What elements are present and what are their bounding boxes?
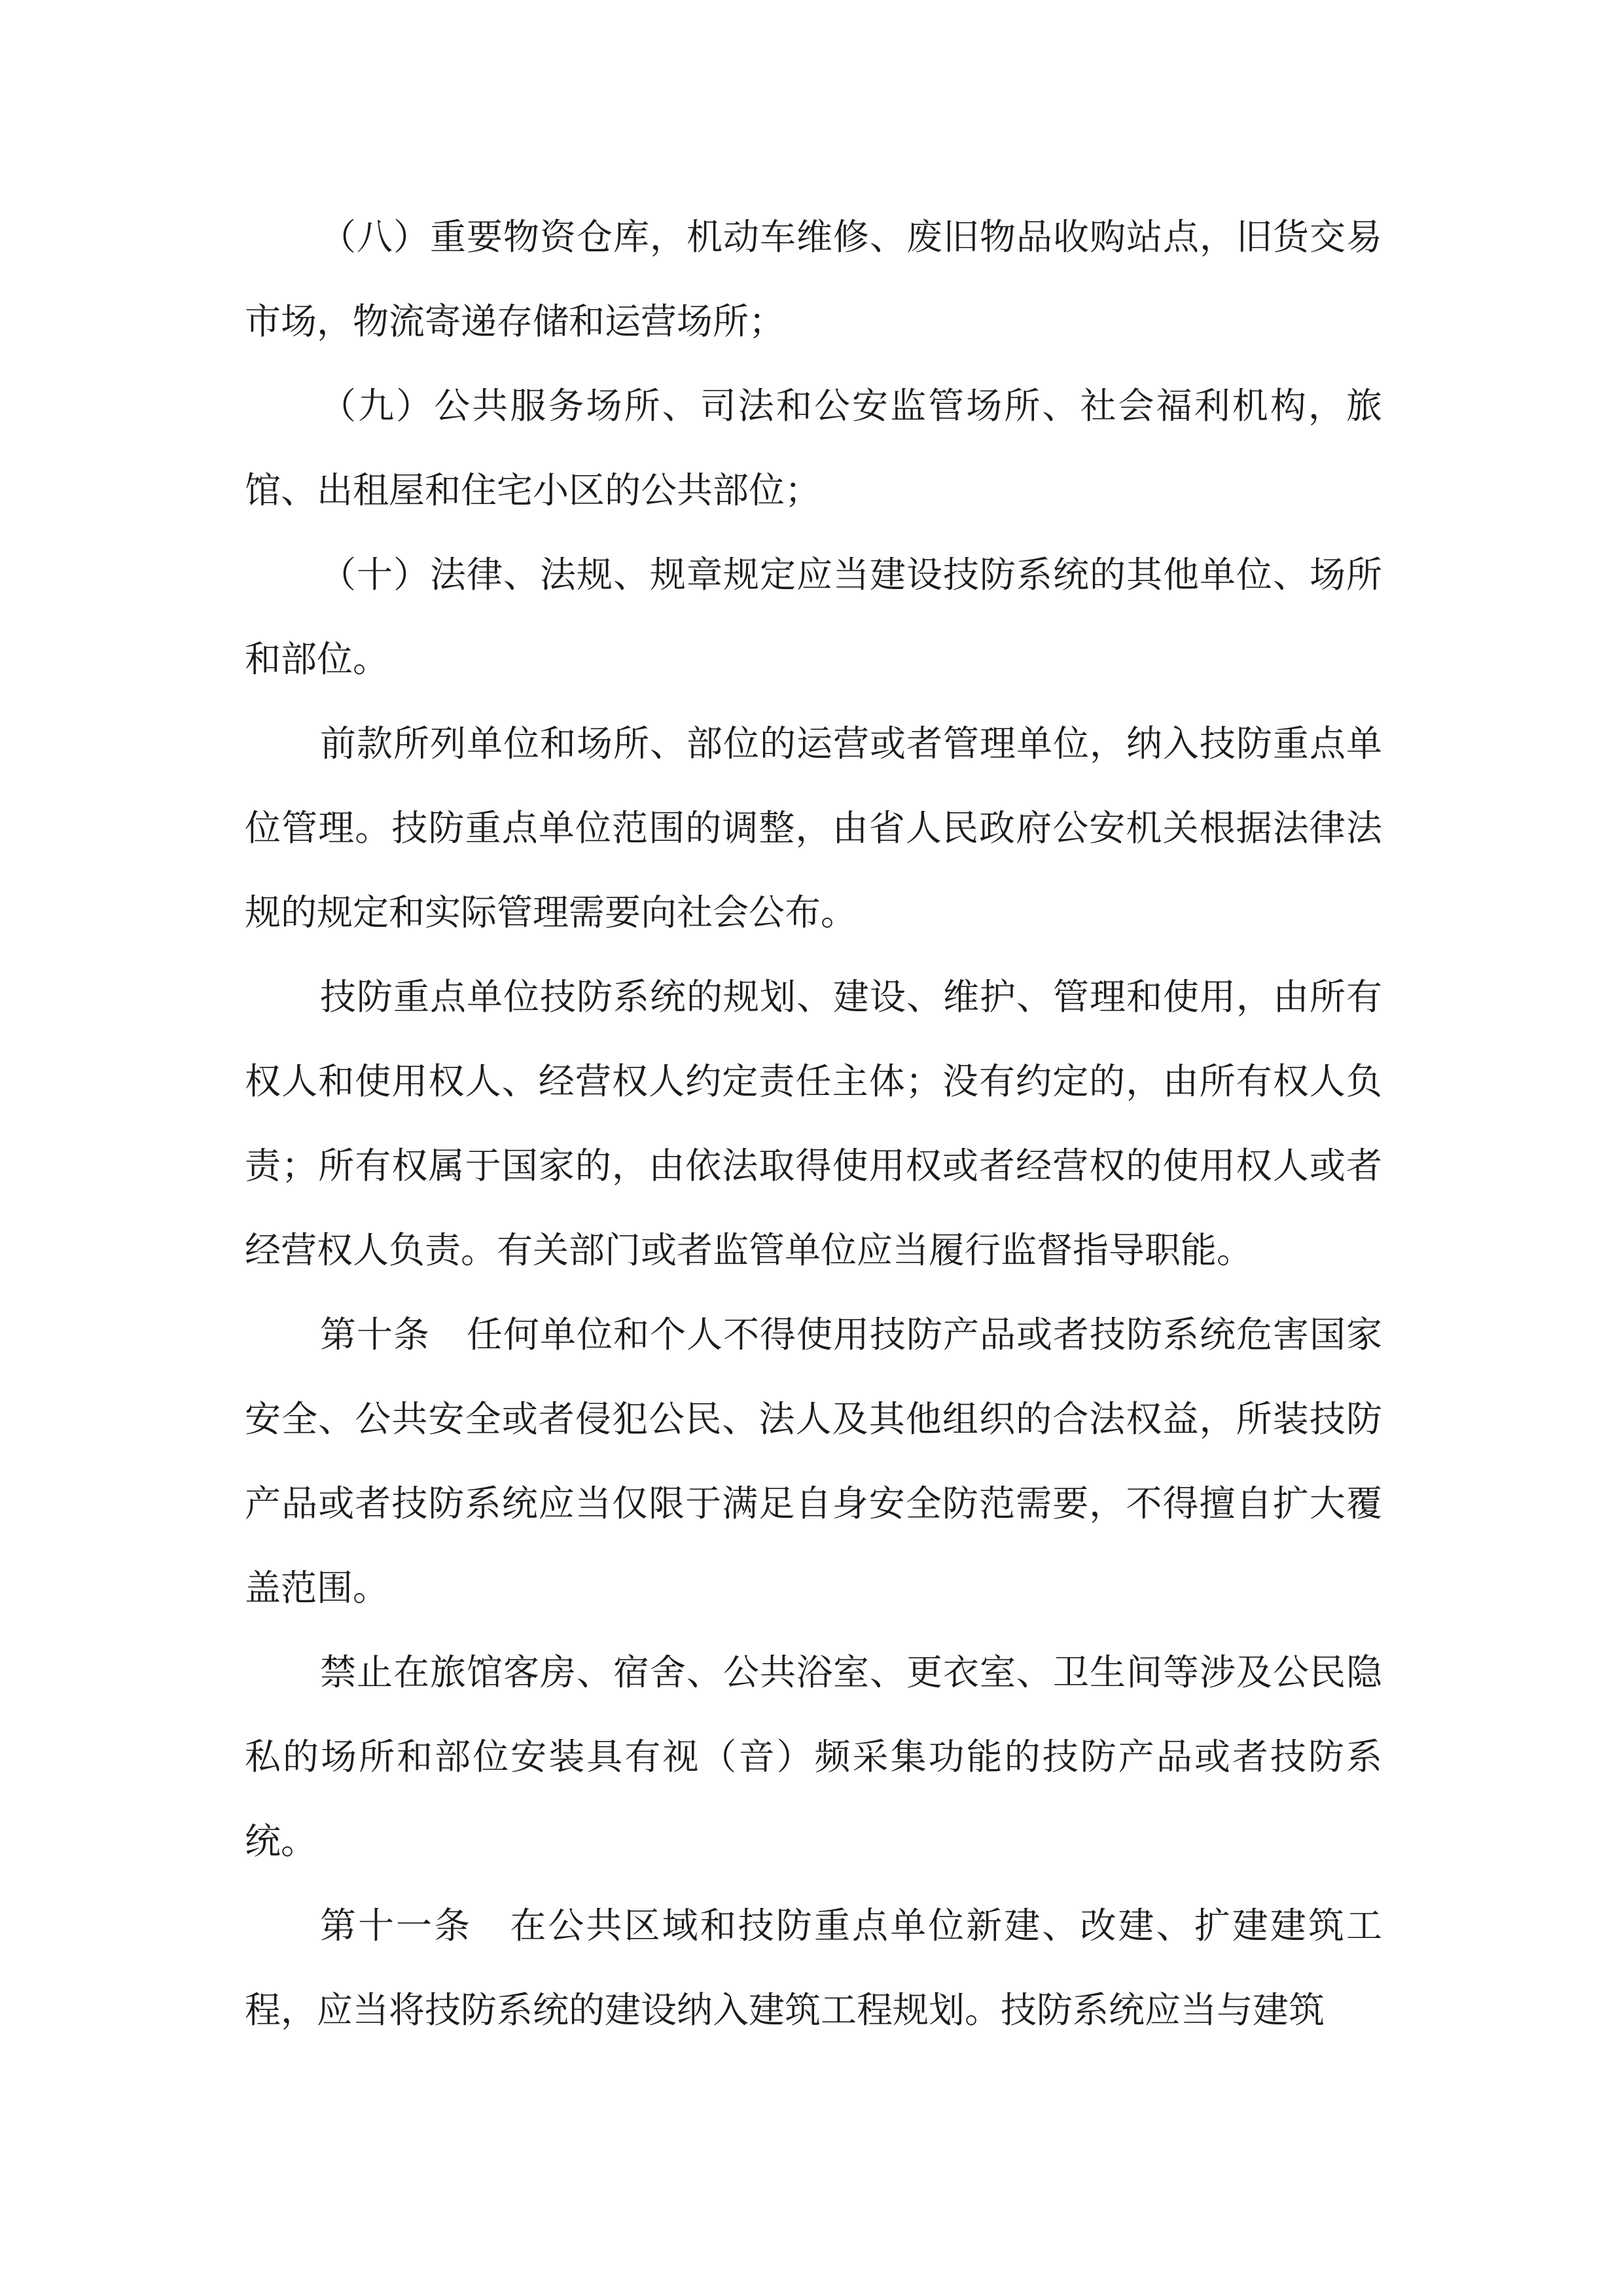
paragraph-item-9-public-service: （九）公共服务场所、司法和公安监管场所、社会福利机构，旅馆、出租屋和住宅小区的公共部位；: [245, 385, 1382, 511]
paragraph-item-8-warehouses: （八）重要物资仓库，机动车维修、废旧物品收购站点，旧货交易市场，物流寄递存储和运营场所；: [245, 216, 1382, 342]
paragraph-article-11: 第十一条 在公共区域和技防重点单位新建、改建、扩建建筑工程，应当将技防系统的建设纳入建筑工程规划。技防系统应当与建筑: [245, 1905, 1382, 2031]
paragraph-article-10: 第十条 任何单位和个人不得使用技防产品或者技防系统危害国家安全、公共安全或者侵犯公民、法人及其他组织的合法权益，所装技防产品或者技防系统应当仅限于满足自身安全防范需要，不得擅自扩大覆盖范围。: [245, 1314, 1382, 1609]
paragraph-responsibility: 技防重点单位技防系统的规划、建设、维护、管理和使用，由所有权人和使用权人、经营权人约定责任主体；没有约定的，由所有权人负责；所有权属于国家的，由依法取得使用权或者经营权的使用权人或者经营权人负责。有关部门或者监管单位应当履行监督指导职能。: [245, 976, 1382, 1271]
paragraph-item-10-other-units: （十）法律、法规、规章规定应当建设技防系统的其他单位、场所和部位。: [245, 554, 1382, 680]
paragraph-key-unit-management: 前款所列单位和场所、部位的运营或者管理单位，纳入技防重点单位管理。技防重点单位范围的调整，由省人民政府公安机关根据法律法规的规定和实际管理需要向社会公布。: [245, 723, 1382, 933]
paragraph-privacy-prohibition: 禁止在旅馆客房、宿舍、公共浴室、更衣室、卫生间等涉及公民隐私的场所和部位安装具有视（音）频采集功能的技防产品或者技防系统。: [245, 1651, 1382, 1862]
document-body: [245, 195, 1382, 2053]
